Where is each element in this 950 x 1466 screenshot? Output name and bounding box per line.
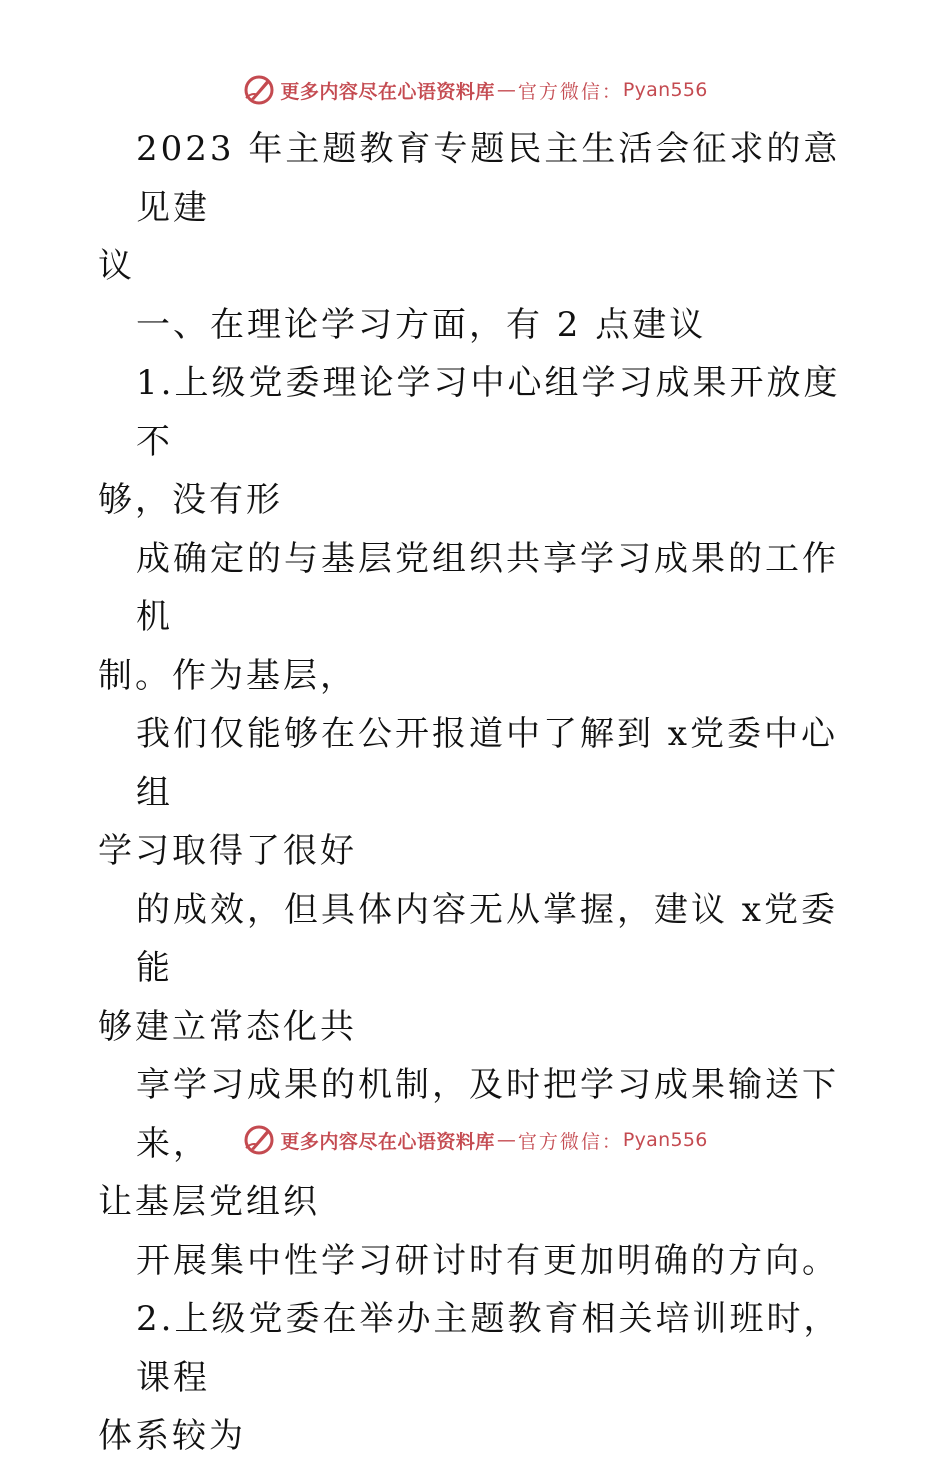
document-line: 2023 年主题教育专题民主生活会征求的意见建: [136, 129, 841, 228]
banner-official-label: 官方微信：: [517, 1130, 623, 1153]
quill-pen-logo-icon: [242, 1123, 276, 1157]
footer-banner: [0, 1122, 950, 1158]
document-line: 学习取得了很好: [98, 831, 357, 871]
banner-official-label: 官方微信：: [517, 80, 623, 103]
banner-promo-text: 更多内容尽在心语资料库: [280, 80, 495, 103]
document-line: 让基层党组织: [98, 1182, 320, 1222]
document-line: 享学习成果的机制，及时把学习成果输送下来，: [136, 1065, 839, 1164]
document-line: 的成效，但具体内容无从掌握，建议 x党委能: [136, 889, 838, 988]
banner-wechat-id: Pyan556: [622, 1129, 708, 1151]
quill-pen-logo-icon: [242, 73, 276, 107]
document-line: 开展集中性学习研讨时有更加明确的方向。: [136, 1240, 839, 1281]
document-line: 体系较为: [98, 1416, 246, 1456]
document-line: 够建立常态化共: [98, 1006, 357, 1047]
document-line: 制。作为基层，: [98, 655, 357, 696]
document-line: 我们仅能够在公开报道中了解到 x党委中心组: [136, 714, 838, 813]
document-line: 一、在理论学习方面，有 2 点建议: [136, 304, 707, 345]
banner-wechat-id: Pyan556: [622, 79, 708, 101]
document-line: 议: [98, 246, 135, 286]
banner-promo-text: 更多内容尽在心语资料库: [280, 1130, 495, 1153]
document-line: 够，没有形: [98, 480, 283, 520]
banner-separator: —: [496, 1129, 516, 1151]
document-line: 成确定的与基层党组织共享学习成果的工作机: [136, 538, 839, 637]
document-line: 2.上级党委在举办主题教育相关培训班时，课程: [136, 1299, 841, 1398]
banner-separator: —: [496, 79, 516, 101]
document-body: [98, 120, 858, 1466]
header-banner: [0, 72, 950, 108]
document-line: 1.上级党委理论学习中心组学习成果开放度不: [136, 363, 841, 462]
